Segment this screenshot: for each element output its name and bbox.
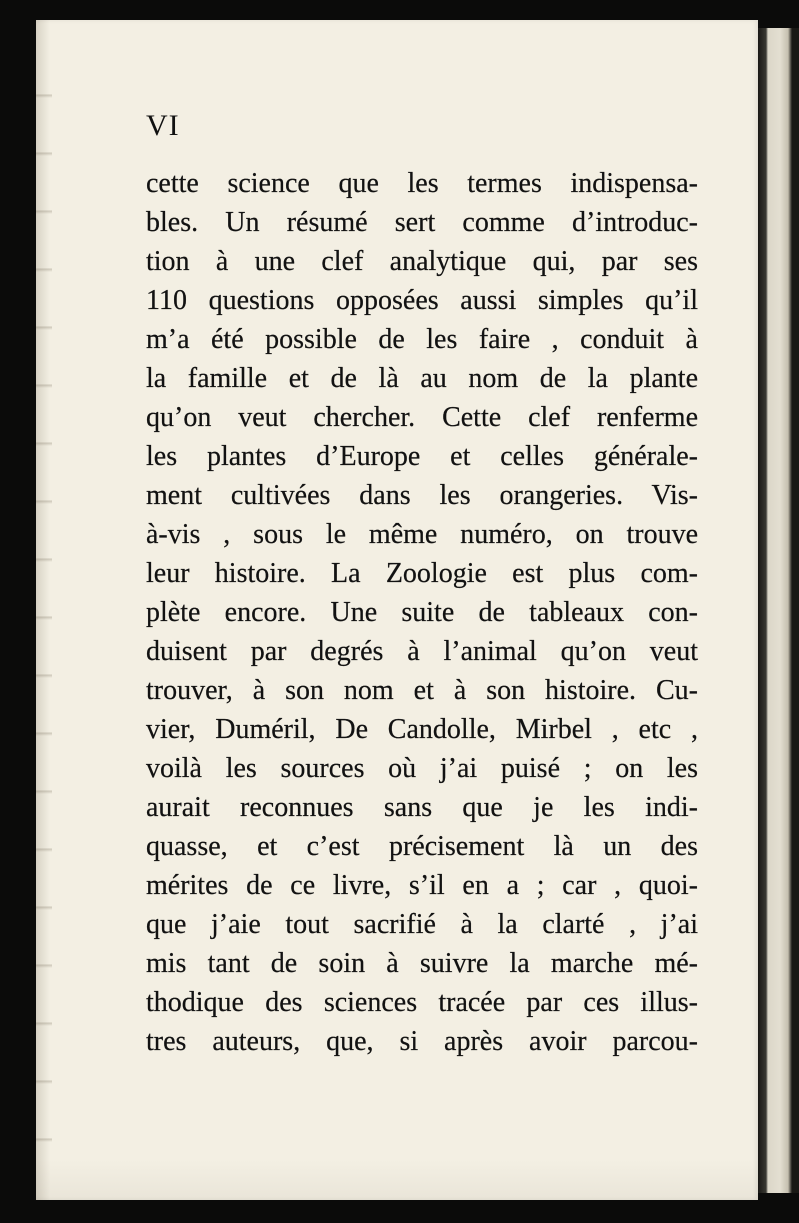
text-line: voilà les sources où j’ai puisé ; on les — [146, 753, 698, 784]
text-line: quasse, et c’est précisement là un des — [146, 831, 698, 862]
text-line: tion à une clef analytique qui, par ses — [146, 246, 698, 277]
binding-gutter — [36, 40, 52, 1180]
text-line: les plantes d’Europe et celles générale- — [146, 441, 698, 472]
text-line: cette science que les termes indispensa- — [146, 168, 698, 199]
text-line: duisent par degrés à l’animal qu’on veut — [146, 636, 698, 667]
text-line: la famille et de là au nom de la plante — [146, 363, 698, 394]
text-line: trouver, à son nom et à son histoire. Cu- — [146, 675, 698, 706]
text-line: aurait reconnues sans que je les indi- — [146, 792, 698, 823]
text-line: leur histoire. La Zoologie est plus com- — [146, 558, 698, 589]
text-line: thodique des sciences tracée par ces illus- — [146, 987, 698, 1018]
text-line: à-vis , sous le même numéro, on trouve — [146, 519, 698, 550]
facing-page-edge — [758, 28, 799, 1193]
text-line: mérites de ce livre, s’il en a ; car , quoi- — [146, 870, 698, 901]
text-line: mis tant de soin à suivre la marche mé- — [146, 948, 698, 979]
text-line: ment cultivées dans les orangeries. Vis- — [146, 480, 698, 511]
text-line: qu’on veut chercher. Cette clef renferme — [146, 402, 698, 433]
text-line: vier, Duméril, De Candolle, Mirbel , etc , — [146, 714, 698, 745]
text-line: plète encore. Une suite de tableaux con- — [146, 597, 698, 628]
text-line: bles. Un résumé sert comme d’introduc- — [146, 207, 698, 238]
text-line: que j’aie tout sacrifié à la clarté , j’ai — [146, 909, 698, 940]
page-number: VI — [146, 109, 180, 142]
text-line: m’a été possible de les faire , conduit à — [146, 324, 698, 355]
text-line: tres auteurs, que, si après avoir parcou- — [146, 1026, 698, 1057]
text-line: 110 questions opposées aussi simples qu’il — [146, 285, 698, 316]
